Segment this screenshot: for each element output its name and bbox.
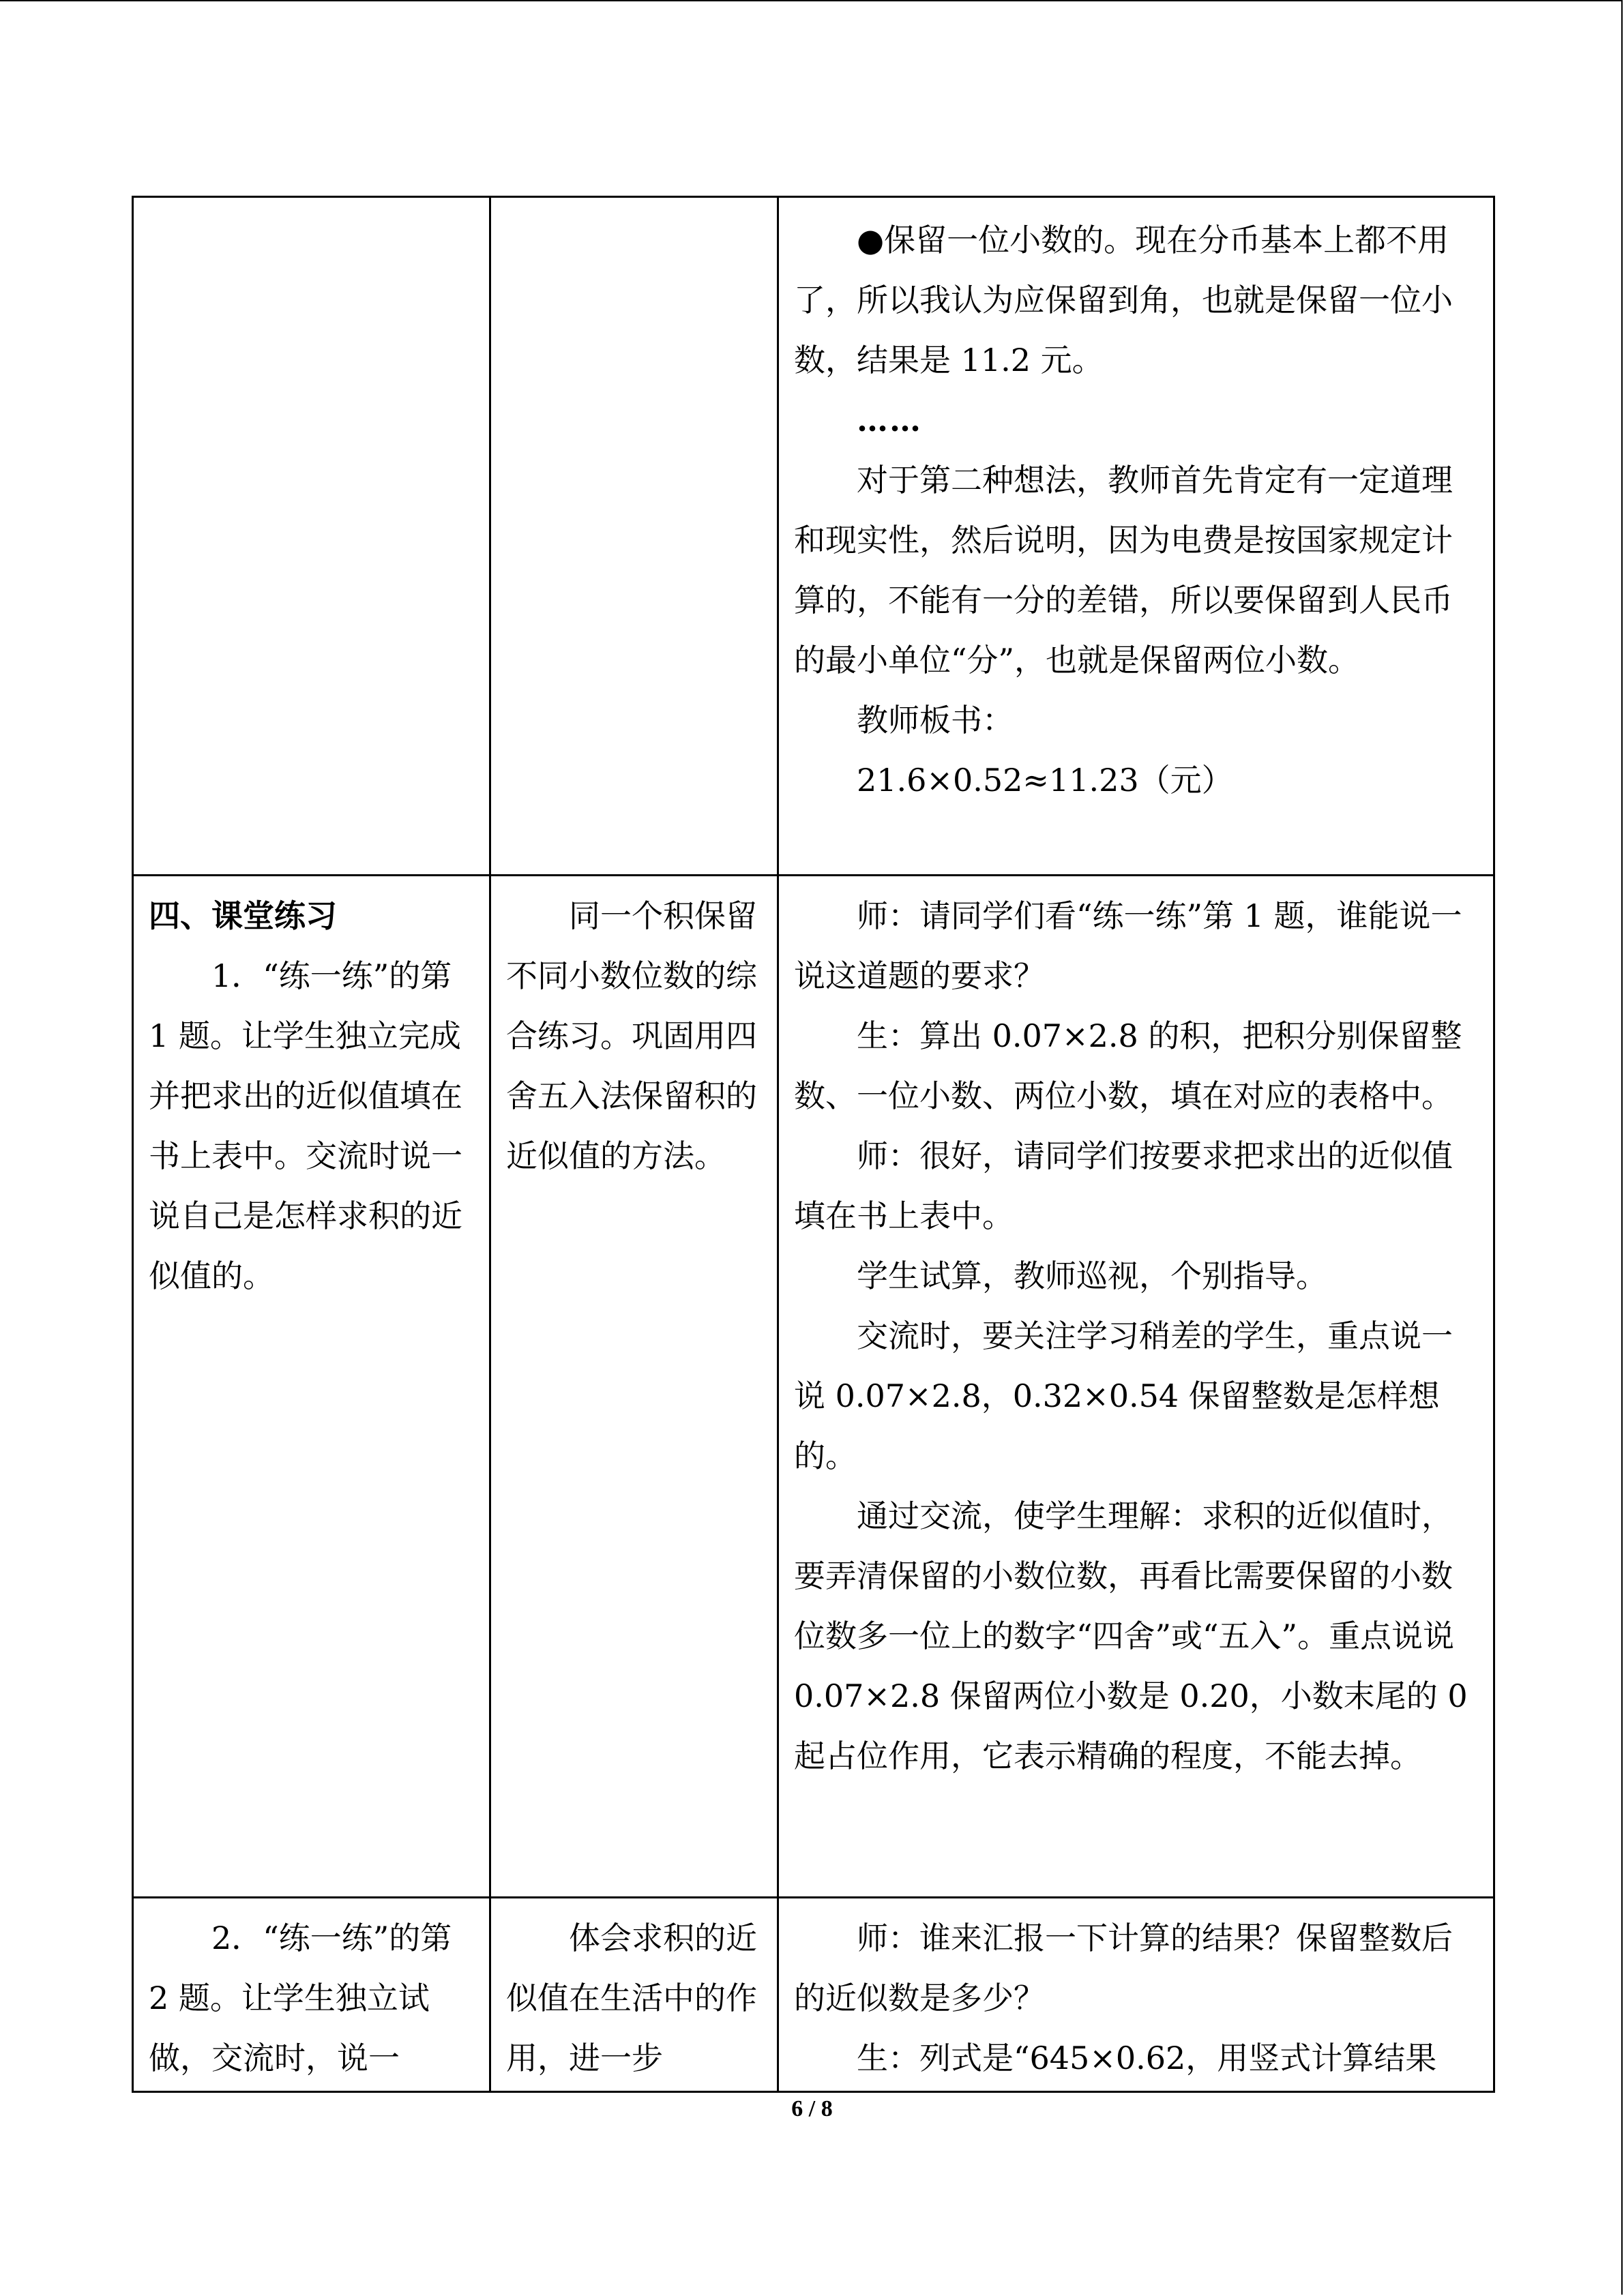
ellipsis-line: …… (857, 402, 922, 438)
activity-paragraph: 对于第二种想法，教师首先肯定有一定道理和现实性，然后说明，因为电费是按国家规定计算的，不能有一分的差错，所以要保留到人民币的最小单位“分”，也就是保留两位小数。 (794, 462, 1453, 679)
process-cell (133, 876, 490, 1898)
table-row (133, 197, 1494, 876)
lesson-plan-table (132, 196, 1495, 2093)
intent-paragraph: 体会求积的近似值在生活中的作用，进一步 (506, 1920, 757, 2076)
process-cell (133, 1898, 490, 2092)
activity-paragraph: ●保留一位小数的。现在分币基本上都不用了，所以我认为应保留到角，也就是保留一位小数，结果是 11.2 元。 (794, 222, 1453, 378)
intent-paragraph: 同一个积保留不同小数位数的综合练习。巩固用四舍五入法保留积的近似值的方法。 (506, 897, 757, 1174)
activity-paragraph: 学生试算，教师巡视，个别指导。 (857, 1257, 1327, 1294)
activity-paragraph: 通过交流，使学生理解：求积的近似值时，要弄清保留的小数位数，再看比需要保留的小数位数多一位上的数字“四舍”或“五入”。重点说说 0.07×2.8 保留两位小数是 0.20，小数末尾的 0 起占位作用，它表示精确的程度，不能去掉。 (794, 1497, 1468, 1774)
activity-paragraph: 交流时，要关注学习稍差的学生，重点说一说 0.07×2.8，0.32×0.54 保留整数是怎样想的。 (794, 1317, 1453, 1474)
activity-paragraph: 生：列式是“645×0.62，用竖式计算结果 (857, 2040, 1437, 2076)
table-row (133, 1898, 1494, 2092)
intent-cell (490, 197, 778, 876)
activity-cell (778, 1898, 1494, 2092)
intent-cell (490, 1898, 778, 2092)
activity-paragraph: 师：谁来汇报一下计算的结果？保留整数后的近似数是多少？ (794, 1920, 1453, 2016)
activity-paragraph: 生：算出 0.07×2.8 的积，把积分别保留整数、一位小数、两位小数，填在对应的表格中。 (794, 1017, 1462, 1114)
page-number: 6 / 8 (791, 2096, 833, 2121)
process-cell (133, 197, 490, 876)
table-row (133, 876, 1494, 1898)
activity-paragraph: 师：很好，请同学们按要求把求出的近似值填在书上表中。 (794, 1137, 1453, 1234)
board-formula: 21.6×0.52≈11.23（元） (857, 762, 1233, 799)
section-heading: 四、课堂练习 (149, 897, 337, 934)
activity-cell (778, 876, 1494, 1898)
intent-cell (490, 876, 778, 1898)
process-paragraph: 1．“练一练”的第 1 题。让学生独立完成并把求出的近似值填在书上表中。交流时说一说自己是怎样求积的近似值的。 (149, 957, 462, 1294)
process-paragraph: 2．“练一练”的第 2 题。让学生独立试做，交流时，说一 (149, 1920, 452, 2076)
activity-cell (778, 197, 1494, 876)
activity-paragraph: 师：请同学们看“练一练”第 1 题，谁能说一说这道题的要求？ (794, 897, 1462, 994)
activity-paragraph: 教师板书： (857, 702, 1014, 739)
